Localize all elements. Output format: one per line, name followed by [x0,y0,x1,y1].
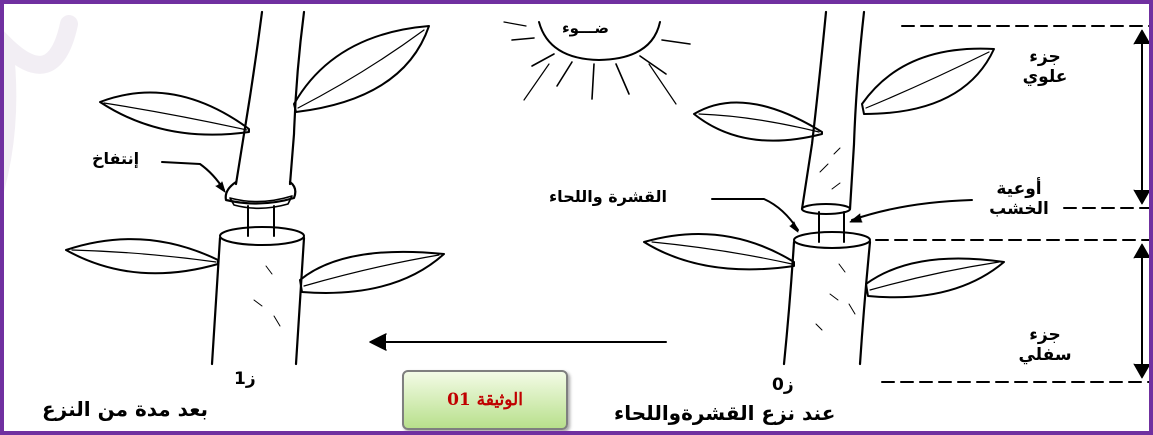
caption-t1: بعد مدة من النزع [42,397,208,421]
xylem-vessels-label: أوعية الخشب [989,179,1049,219]
caption-t0: عند نزع القشرةواللحاء [614,401,836,425]
swelling-label: إنتفاخ [92,149,140,168]
lower-part-label: جزء سفلي [1018,325,1072,365]
upper-part-label: جزء علوي [1022,47,1068,87]
plant-t1-drawing [66,12,444,364]
diagram-drawing [4,4,1153,435]
plant-t1-label: ز1 [234,369,256,389]
document-badge-label: الوثيقة 01 [447,390,523,410]
time-arrow [370,334,666,350]
bark-phloem-label: القشرة واللحاء [549,187,667,206]
sun-label: ضـــوء [562,19,609,37]
plant-t0-label: ز0 [772,375,794,395]
document-badge [402,370,568,430]
plant-t0-drawing [644,12,1004,364]
